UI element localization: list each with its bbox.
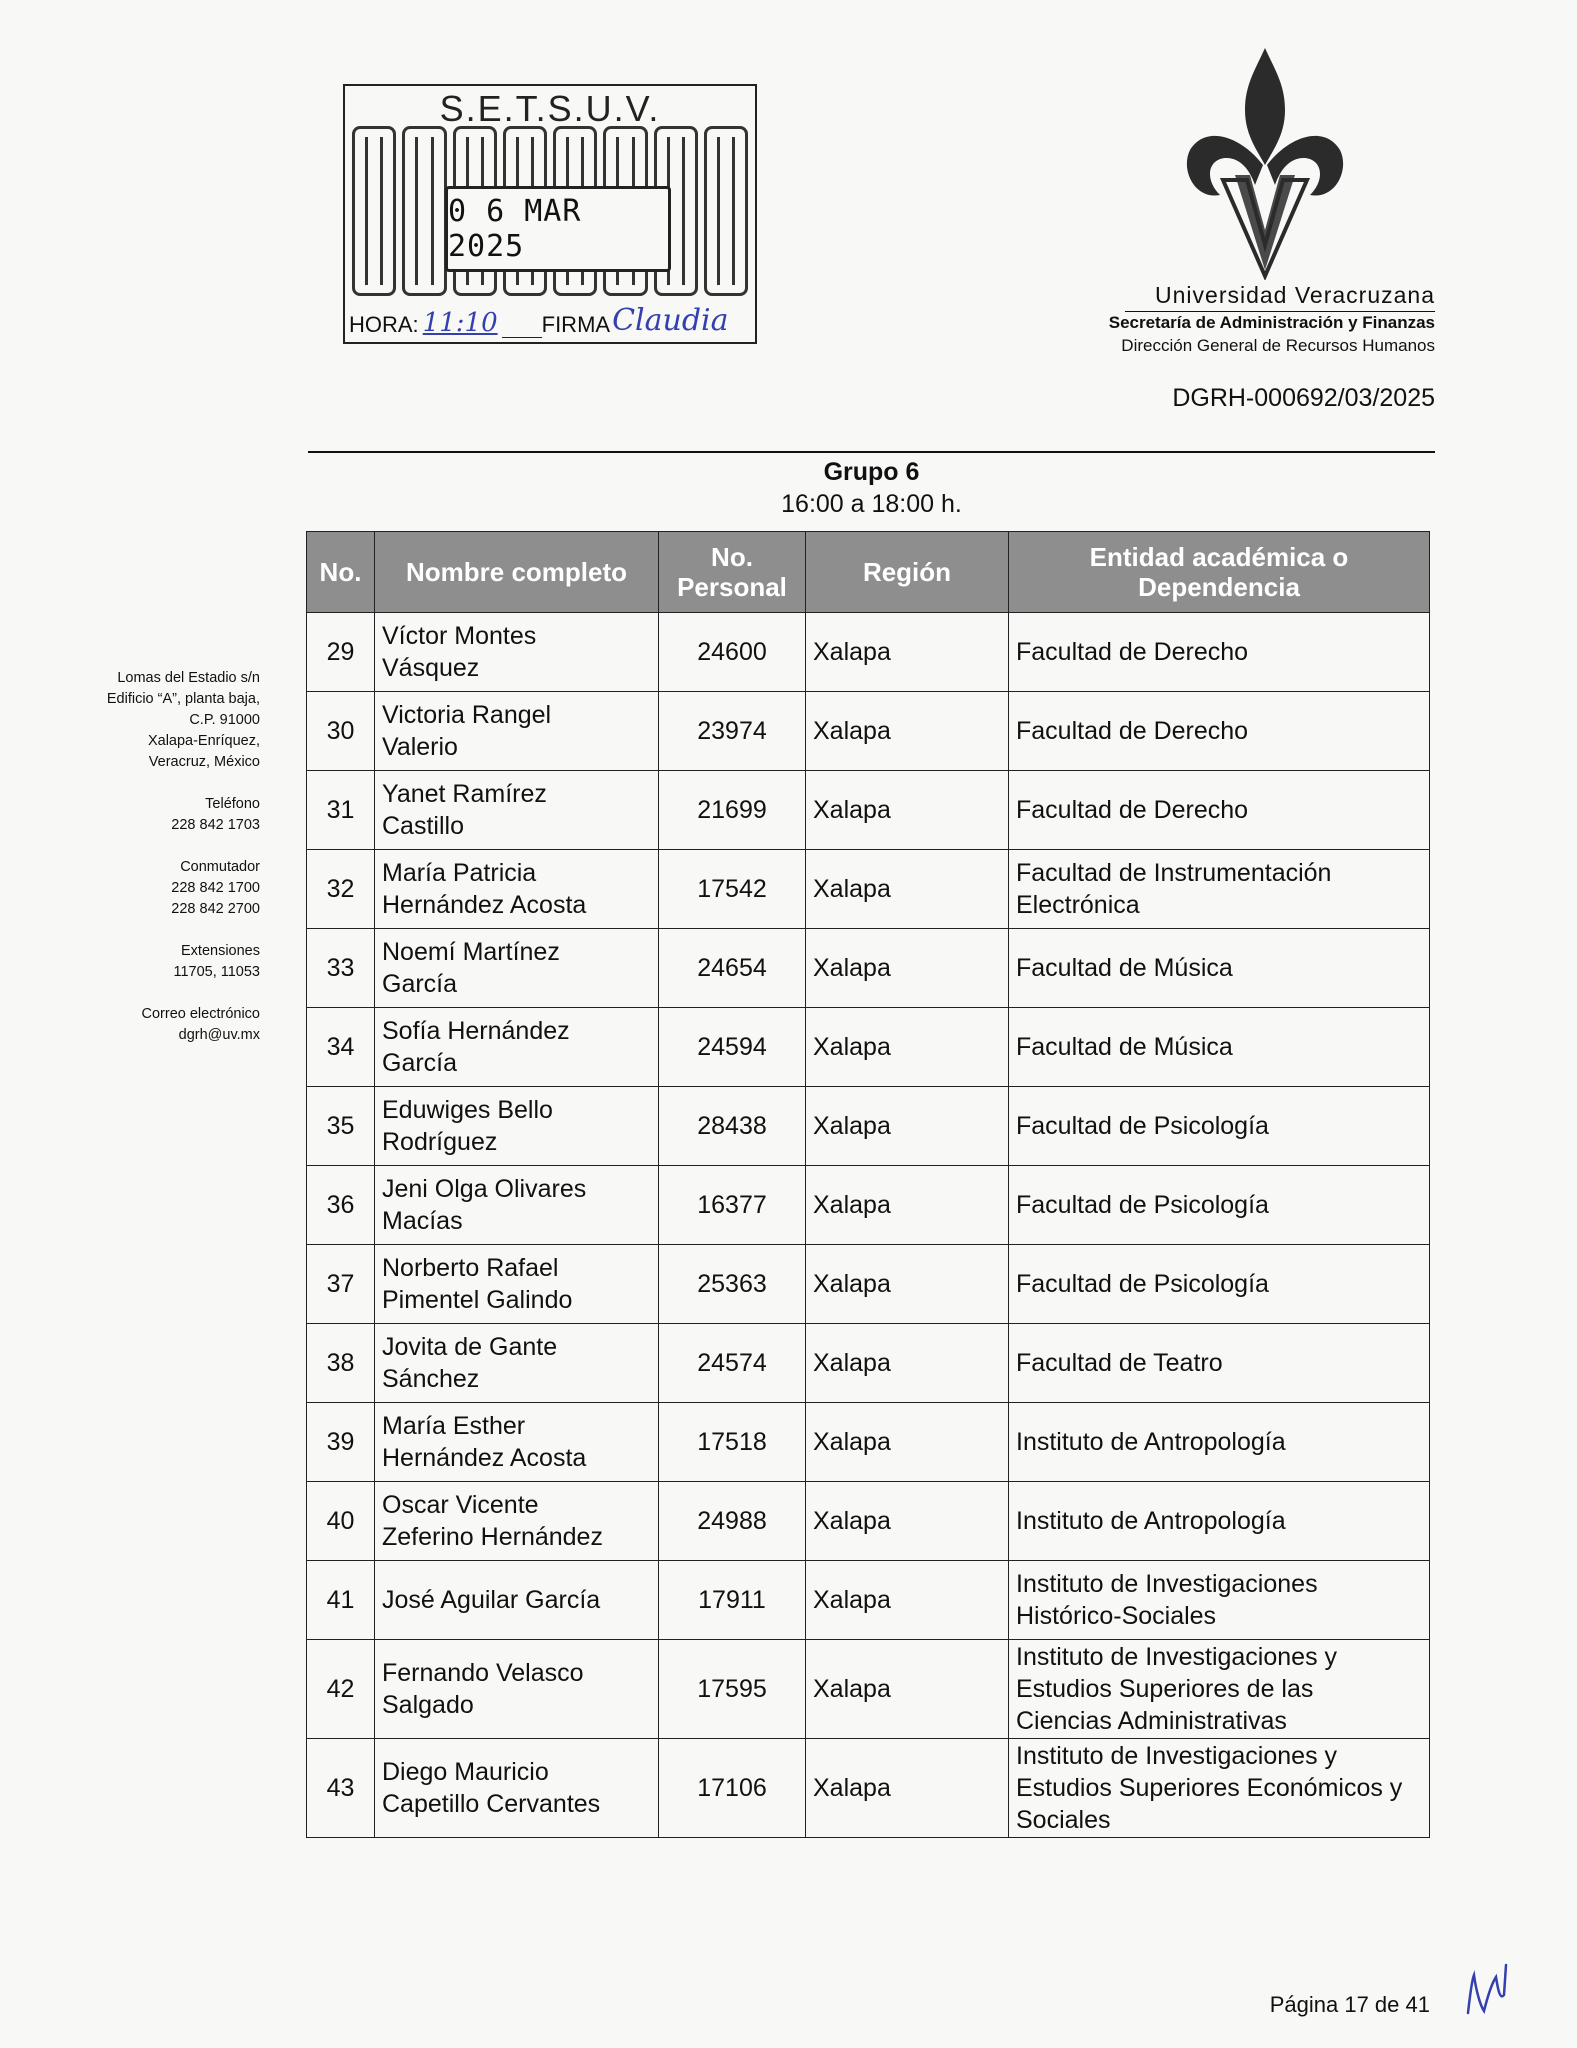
staff-table bbox=[306, 531, 1430, 1838]
address-line: Lomas del Estadio s/n bbox=[117, 670, 260, 686]
cell-no: 32 bbox=[307, 850, 375, 929]
cell-entity-line: Electrónica bbox=[1016, 891, 1140, 919]
header-region: Región bbox=[806, 532, 1009, 613]
cell-name-line: Rodríguez bbox=[382, 1128, 498, 1156]
cell-personal: 24594 bbox=[659, 1008, 806, 1087]
cell-name bbox=[375, 1561, 659, 1640]
cell-no: 37 bbox=[307, 1245, 375, 1324]
cell-name-line: Yanet Ramírez bbox=[382, 780, 547, 808]
cell-entity-line: Facultad de Psicología bbox=[1016, 1112, 1269, 1140]
cell-entity-line: Facultad de Psicología bbox=[1016, 1270, 1269, 1298]
cell-region: Xalapa bbox=[806, 1008, 1009, 1087]
table-row bbox=[307, 850, 1430, 929]
cell-no: 43 bbox=[307, 1739, 375, 1838]
cell-entity-line: Estudios Superiores Económicos y bbox=[1016, 1774, 1403, 1802]
cell-name bbox=[375, 1482, 659, 1561]
cell-entity bbox=[1009, 1166, 1430, 1245]
cell-name bbox=[375, 771, 659, 850]
cell-personal: 17518 bbox=[659, 1403, 806, 1482]
cell-name bbox=[375, 692, 659, 771]
cell-no: 34 bbox=[307, 1008, 375, 1087]
cell-no: 29 bbox=[307, 613, 375, 692]
email-label: Correo electrónico bbox=[141, 1006, 260, 1022]
table-row bbox=[307, 613, 1430, 692]
cell-entity bbox=[1009, 1008, 1430, 1087]
stamp-signature: Claudia bbox=[612, 303, 729, 338]
stamp-letter-shape bbox=[402, 126, 446, 296]
cell-no: 40 bbox=[307, 1482, 375, 1561]
address-line: Veracruz, México bbox=[148, 754, 260, 770]
cell-personal: 24574 bbox=[659, 1324, 806, 1403]
cell-entity-line: Facultad de Instrumentación bbox=[1016, 859, 1332, 887]
phone-number: 228 842 1703 bbox=[171, 817, 260, 833]
cell-entity bbox=[1009, 1640, 1430, 1739]
cell-no: 33 bbox=[307, 929, 375, 1008]
table-row bbox=[307, 692, 1430, 771]
cell-name-line: Norberto Rafael bbox=[382, 1254, 559, 1282]
cell-name bbox=[375, 929, 659, 1008]
cell-name-line: Zeferino Hernández bbox=[382, 1523, 603, 1551]
stamp-hora-value: 11:10 bbox=[422, 308, 498, 338]
header-personal: No. Personal bbox=[659, 532, 806, 613]
cell-region: Xalapa bbox=[806, 850, 1009, 929]
email-value: dgrh@uv.mx bbox=[178, 1027, 260, 1043]
cell-name-line: Salgado bbox=[382, 1691, 474, 1719]
cell-name bbox=[375, 1245, 659, 1324]
cell-name-line: Noemí Martínez bbox=[382, 938, 560, 966]
cell-name-line: Diego Mauricio bbox=[382, 1758, 549, 1786]
cell-region: Xalapa bbox=[806, 1245, 1009, 1324]
stamp-letter-shape bbox=[352, 126, 396, 296]
cell-name bbox=[375, 1166, 659, 1245]
cell-name-line: Sánchez bbox=[382, 1365, 480, 1393]
university-name: Universidad Veracruzana bbox=[1155, 282, 1435, 308]
cell-entity-line: Histórico-Sociales bbox=[1016, 1602, 1217, 1630]
cell-entity bbox=[1009, 1482, 1430, 1561]
cell-entity bbox=[1009, 613, 1430, 692]
group-title: Grupo 6 bbox=[823, 458, 920, 486]
cell-personal: 23974 bbox=[659, 692, 806, 771]
cell-entity-line: Facultad de Teatro bbox=[1016, 1349, 1223, 1377]
switchboard-number: 228 842 2700 bbox=[171, 901, 260, 917]
table-row bbox=[307, 1739, 1430, 1838]
cell-name bbox=[375, 1087, 659, 1166]
cell-entity bbox=[1009, 1087, 1430, 1166]
cell-name-line: Capetillo Cervantes bbox=[382, 1790, 601, 1818]
cell-personal: 24988 bbox=[659, 1482, 806, 1561]
cell-entity bbox=[1009, 771, 1430, 850]
cell-name-line: Eduwiges Bello bbox=[382, 1096, 553, 1124]
cell-personal: 17911 bbox=[659, 1561, 806, 1640]
cell-name bbox=[375, 1008, 659, 1087]
cell-entity-line: Instituto de Investigaciones bbox=[1016, 1570, 1318, 1598]
cell-name-line: Hernández Acosta bbox=[382, 1444, 587, 1472]
switchboard-label: Conmutador bbox=[180, 859, 260, 875]
cell-no: 31 bbox=[307, 771, 375, 850]
cell-name-line: Castillo bbox=[382, 812, 464, 840]
cell-no: 39 bbox=[307, 1403, 375, 1482]
table-body bbox=[307, 613, 1430, 1838]
cell-personal: 24654 bbox=[659, 929, 806, 1008]
cell-name-line: García bbox=[382, 970, 458, 998]
table-row bbox=[307, 771, 1430, 850]
contact-sidebar bbox=[40, 668, 260, 1046]
table-row bbox=[307, 1324, 1430, 1403]
cell-name-line: Pimentel Galindo bbox=[382, 1286, 573, 1314]
cell-region: Xalapa bbox=[806, 1324, 1009, 1403]
cell-name-line: Victoria Rangel bbox=[382, 701, 552, 729]
cell-region: Xalapa bbox=[806, 692, 1009, 771]
cell-entity-line: Facultad de Derecho bbox=[1016, 638, 1249, 666]
phone-label: Teléfono bbox=[205, 796, 260, 812]
cell-name bbox=[375, 1640, 659, 1739]
table-row bbox=[307, 929, 1430, 1008]
cell-name bbox=[375, 1403, 659, 1482]
table-row bbox=[307, 1561, 1430, 1640]
cell-entity-line: Facultad de Psicología bbox=[1016, 1191, 1269, 1219]
cell-name-line: José Aguilar García bbox=[382, 1586, 601, 1614]
table-row bbox=[307, 1482, 1430, 1561]
cell-name-line: Oscar Vicente bbox=[382, 1491, 539, 1519]
cell-region: Xalapa bbox=[806, 1739, 1009, 1838]
cell-personal: 21699 bbox=[659, 771, 806, 850]
cell-entity-line: Facultad de Derecho bbox=[1016, 717, 1249, 745]
section-divider bbox=[308, 451, 1435, 453]
cell-name-line: Valerio bbox=[382, 733, 458, 761]
page-number: Página 17 de 41 bbox=[1269, 1992, 1430, 2017]
cell-entity bbox=[1009, 850, 1430, 929]
group-time: 16:00 a 18:00 h. bbox=[781, 490, 962, 518]
address-line: C.P. 91000 bbox=[189, 712, 260, 728]
table-row bbox=[307, 1087, 1430, 1166]
cell-region: Xalapa bbox=[806, 1640, 1009, 1739]
cell-name-line: Víctor Montes bbox=[382, 622, 537, 650]
cell-entity-line: Sociales bbox=[1016, 1806, 1111, 1834]
cell-personal: 17595 bbox=[659, 1640, 806, 1739]
cell-no: 36 bbox=[307, 1166, 375, 1245]
cell-region: Xalapa bbox=[806, 929, 1009, 1008]
stamp-date: 0 6 MAR 2025 bbox=[445, 186, 671, 272]
cell-personal: 28438 bbox=[659, 1087, 806, 1166]
cell-entity bbox=[1009, 692, 1430, 771]
header-name: Nombre completo bbox=[375, 532, 659, 613]
header-entity: Entidad académica o Dependencia bbox=[1009, 532, 1430, 613]
extensions-value: 11705, 11053 bbox=[173, 964, 260, 980]
stamp-hora-label: HORA: bbox=[349, 312, 419, 337]
cell-region: Xalapa bbox=[806, 1403, 1009, 1482]
cell-personal: 17542 bbox=[659, 850, 806, 929]
table-row bbox=[307, 1403, 1430, 1482]
table-row bbox=[307, 1640, 1430, 1739]
cell-entity bbox=[1009, 1561, 1430, 1640]
cell-no: 30 bbox=[307, 692, 375, 771]
cell-personal: 16377 bbox=[659, 1166, 806, 1245]
cell-entity-line: Facultad de Música bbox=[1016, 1033, 1233, 1061]
cell-name-line: Sofía Hernández bbox=[382, 1017, 570, 1045]
cell-name-line: Macías bbox=[382, 1207, 463, 1235]
table-row bbox=[307, 1008, 1430, 1087]
cell-entity-line: Instituto de Investigaciones y bbox=[1016, 1643, 1338, 1671]
university-logo bbox=[1185, 40, 1345, 280]
cell-entity-line: Estudios Superiores de las bbox=[1016, 1675, 1314, 1703]
cell-entity-line: Ciencias Administrativas bbox=[1016, 1707, 1287, 1735]
secretariat-name: Secretaría de Administración y Finanzas bbox=[1108, 313, 1435, 332]
cell-entity-line: Instituto de Antropología bbox=[1016, 1428, 1286, 1456]
cell-personal: 17106 bbox=[659, 1739, 806, 1838]
cell-no: 35 bbox=[307, 1087, 375, 1166]
cell-region: Xalapa bbox=[806, 1561, 1009, 1640]
extensions-label: Extensiones bbox=[181, 943, 260, 959]
cell-personal: 25363 bbox=[659, 1245, 806, 1324]
stamp-bottom-line bbox=[349, 302, 751, 338]
handwritten-initials bbox=[1462, 1955, 1512, 2025]
cell-region: Xalapa bbox=[806, 1166, 1009, 1245]
cell-no: 38 bbox=[307, 1324, 375, 1403]
cell-region: Xalapa bbox=[806, 1482, 1009, 1561]
cell-name bbox=[375, 1739, 659, 1838]
cell-entity-line: Facultad de Música bbox=[1016, 954, 1233, 982]
cell-entity bbox=[1009, 1245, 1430, 1324]
table-row bbox=[307, 1166, 1430, 1245]
switchboard-number: 228 842 1700 bbox=[171, 880, 260, 896]
cell-entity-line: Instituto de Investigaciones y bbox=[1016, 1742, 1338, 1770]
cell-entity-line: Instituto de Antropología bbox=[1016, 1507, 1286, 1535]
cell-region: Xalapa bbox=[806, 613, 1009, 692]
cell-name bbox=[375, 613, 659, 692]
cell-name-line: María Patricia bbox=[382, 859, 537, 887]
cell-name-line: María Esther bbox=[382, 1412, 526, 1440]
address-line: Xalapa-Enríquez, bbox=[147, 733, 260, 749]
cell-entity bbox=[1009, 1403, 1430, 1482]
cell-name bbox=[375, 850, 659, 929]
table-row bbox=[307, 1245, 1430, 1324]
document-reference: DGRH-000692/03/2025 bbox=[1172, 384, 1435, 412]
received-stamp bbox=[343, 84, 757, 344]
cell-name-line: Fernando Velasco bbox=[382, 1659, 584, 1687]
cell-region: Xalapa bbox=[806, 1087, 1009, 1166]
cell-name-line: García bbox=[382, 1049, 458, 1077]
cell-no: 42 bbox=[307, 1640, 375, 1739]
stamp-letter-shape bbox=[704, 126, 748, 296]
cell-entity-line: Facultad de Derecho bbox=[1016, 796, 1249, 824]
stamp-firma-label: FIRMA bbox=[541, 312, 611, 337]
cell-no: 41 bbox=[307, 1561, 375, 1640]
table-header-row bbox=[307, 532, 1430, 613]
header-no: No. bbox=[307, 532, 375, 613]
cell-entity bbox=[1009, 929, 1430, 1008]
cell-name-line: Jeni Olga Olivares bbox=[382, 1175, 587, 1203]
address-line: Edificio “A”, planta baja, bbox=[106, 691, 260, 707]
cell-name-line: Vásquez bbox=[382, 654, 480, 682]
cell-name-line: Hernández Acosta bbox=[382, 891, 587, 919]
directorate-name: Dirección General de Recursos Humanos bbox=[1121, 336, 1435, 355]
cell-name bbox=[375, 1324, 659, 1403]
stamp-title: S.E.T.S.U.V. bbox=[439, 88, 661, 129]
cell-entity bbox=[1009, 1324, 1430, 1403]
header-underline bbox=[1125, 311, 1435, 312]
cell-personal: 24600 bbox=[659, 613, 806, 692]
cell-region: Xalapa bbox=[806, 771, 1009, 850]
cell-entity bbox=[1009, 1739, 1430, 1838]
cell-name-line: Jovita de Gante bbox=[382, 1333, 558, 1361]
